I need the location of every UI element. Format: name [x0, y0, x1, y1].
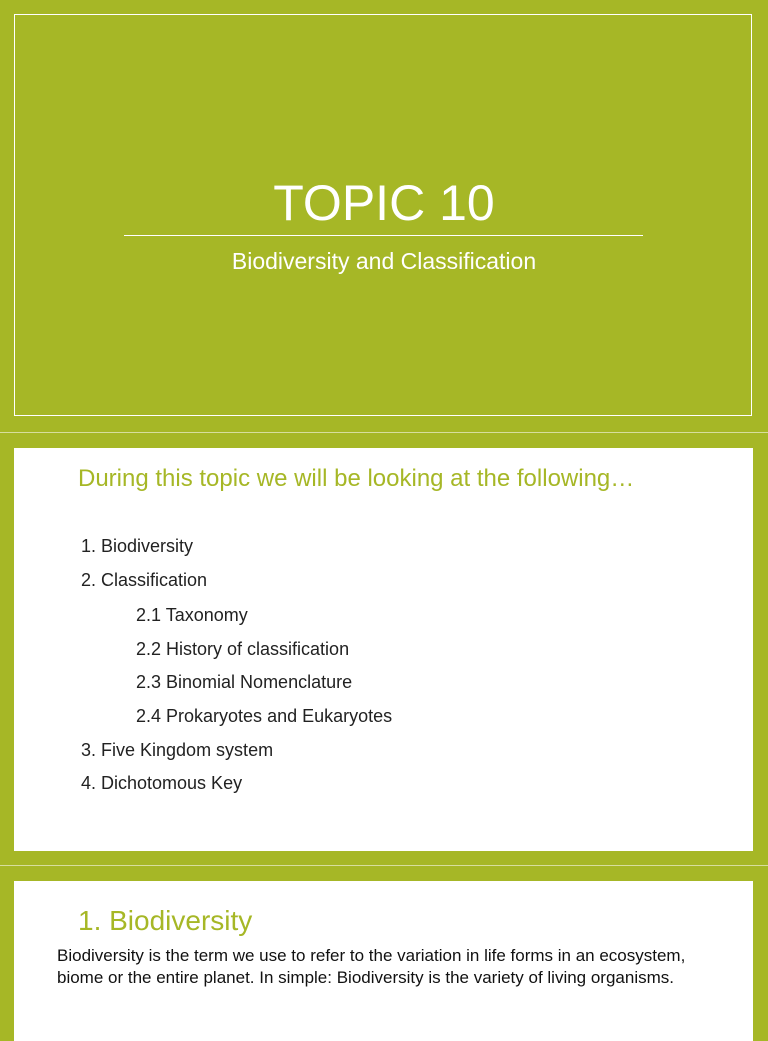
- title-slide: [0, 0, 768, 432]
- outline-heading: During this topic we will be looking at the following…: [78, 465, 635, 492]
- slide-separator: [0, 432, 768, 433]
- title-divider: [124, 235, 643, 236]
- slide-title: TOPIC 10: [273, 175, 495, 231]
- outline-subitem: 2.2 History of classification: [136, 639, 350, 659]
- outline-subitem: 2.4 Prokaryotes and Eukaryotes: [136, 706, 393, 726]
- biodiversity-card: [14, 881, 753, 1041]
- outline-card: [14, 448, 753, 851]
- slide-separator: [0, 865, 768, 866]
- biodiversity-definition: Biodiversity is the term we use to refer to the variation in life forms in an ecosystem, biome or the entire planet. In simple: Biodiversity is the variety of living organisms.: [57, 946, 686, 987]
- outline-item: 2. Classification: [81, 570, 208, 590]
- slide-subtitle: Biodiversity and Classification: [231, 248, 537, 274]
- outline-item: 3. Five Kingdom system: [81, 740, 274, 760]
- outline-subitem: 2.1 Taxonomy: [136, 605, 248, 625]
- biodiversity-heading: 1. Biodiversity: [78, 905, 253, 936]
- outline-subitem: 2.3 Binomial Nomenclature: [136, 672, 353, 692]
- outline-item: 1. Biodiversity: [81, 536, 194, 556]
- outline-item: 4. Dichotomous Key: [81, 773, 243, 793]
